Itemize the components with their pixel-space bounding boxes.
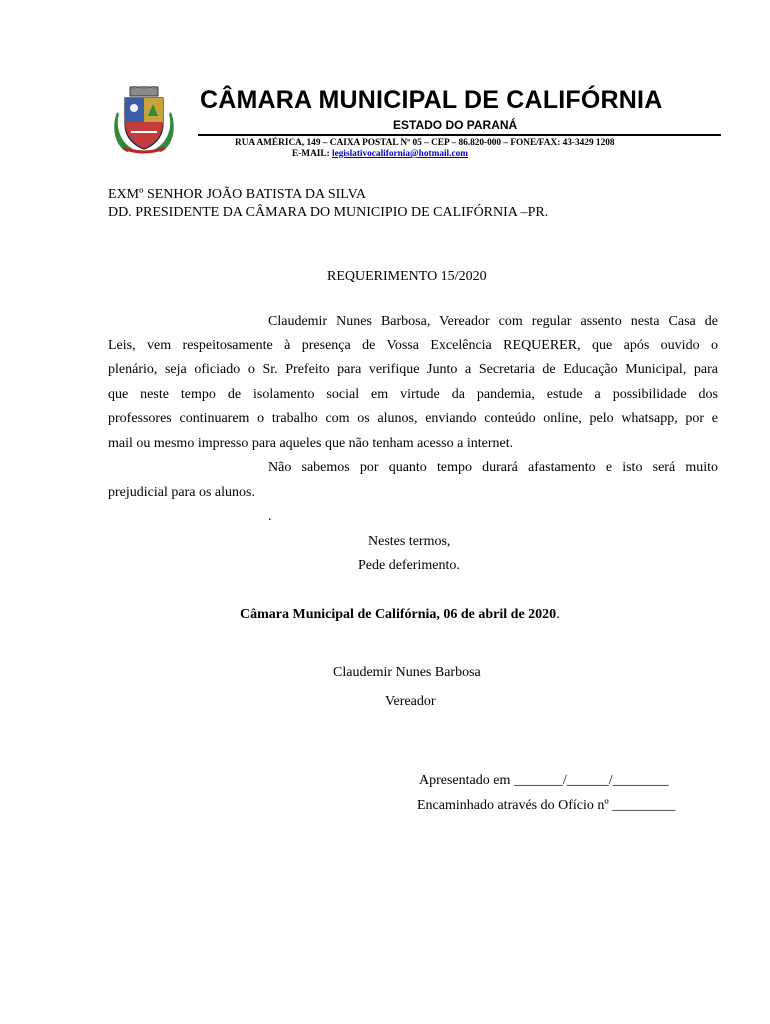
document-title: REQUERIMENTO 15/2020 <box>327 269 487 284</box>
place-date-text: Câmara Municipal de Califórnia, 06 de abril de 2020 <box>240 607 557 622</box>
email-line <box>292 149 468 159</box>
body-line: professores continuarem o trabalho com os alunos, enviando conteúdo online, pelo whatsapp, por e <box>108 411 718 426</box>
body-line: Leis, vem respeitosamente à presença de Vossa Excelência REQUERER, que após ouvido o <box>108 338 718 353</box>
email-label: E-MAIL: <box>292 149 330 159</box>
header-divider <box>198 134 721 136</box>
recipient-name: EXMº SENHOR JOÃO BATISTA DA SILVA <box>108 187 366 202</box>
body-dot: . <box>268 509 272 524</box>
body-line: mail ou mesmo impresso para aqueles que não tenham acesso a internet. <box>108 436 514 451</box>
body-line: Claudemir Nunes Barbosa, Vereador com regular assento nesta Casa de <box>268 314 718 329</box>
address-line: RUA AMÉRICA, 149 – CAIXA POSTAL Nº 05 – CEP – 86.820-000 – FONE/FAX: 43-3429 1208 <box>235 138 615 148</box>
signatory-name: Claudemir Nunes Barbosa <box>333 665 481 680</box>
place-date <box>240 607 560 623</box>
forwarded-office-field: Encaminhado através do Ofício nº _________ <box>417 798 676 813</box>
body-line: que neste tempo de isolamento social em virtude da pandemia, estude a possibilidade dos <box>108 387 718 402</box>
state-subtitle: ESTADO DO PARANÁ <box>393 118 518 132</box>
institution-title: CÂMARA MUNICIPAL DE CALIFÓRNIA <box>200 86 663 114</box>
email-link[interactable]: legislativocalifornia@hotmail.com <box>332 149 468 159</box>
place-date-end: . <box>556 607 560 622</box>
closing-request: Pede deferimento. <box>358 558 460 573</box>
closing-terms: Nestes termos, <box>368 534 451 549</box>
body-line: plenário, seja oficiado o Sr. Prefeito para verifique Junto a Secretaria de Educação Municipal, para <box>108 362 718 377</box>
recipient-title: DD. PRESIDENTE DA CÂMARA DO MUNICIPIO DE CALIFÓRNIA –PR. <box>108 205 549 220</box>
body-line: Não sabemos por quanto tempo durará afastamento e isto será muito <box>268 460 718 475</box>
signatory-role: Vereador <box>385 694 436 709</box>
body-line: prejudicial para os alunos. <box>108 485 255 500</box>
municipal-crest-icon <box>113 86 175 154</box>
presented-date-field: Apresentado em _______/______/________ <box>419 773 669 788</box>
